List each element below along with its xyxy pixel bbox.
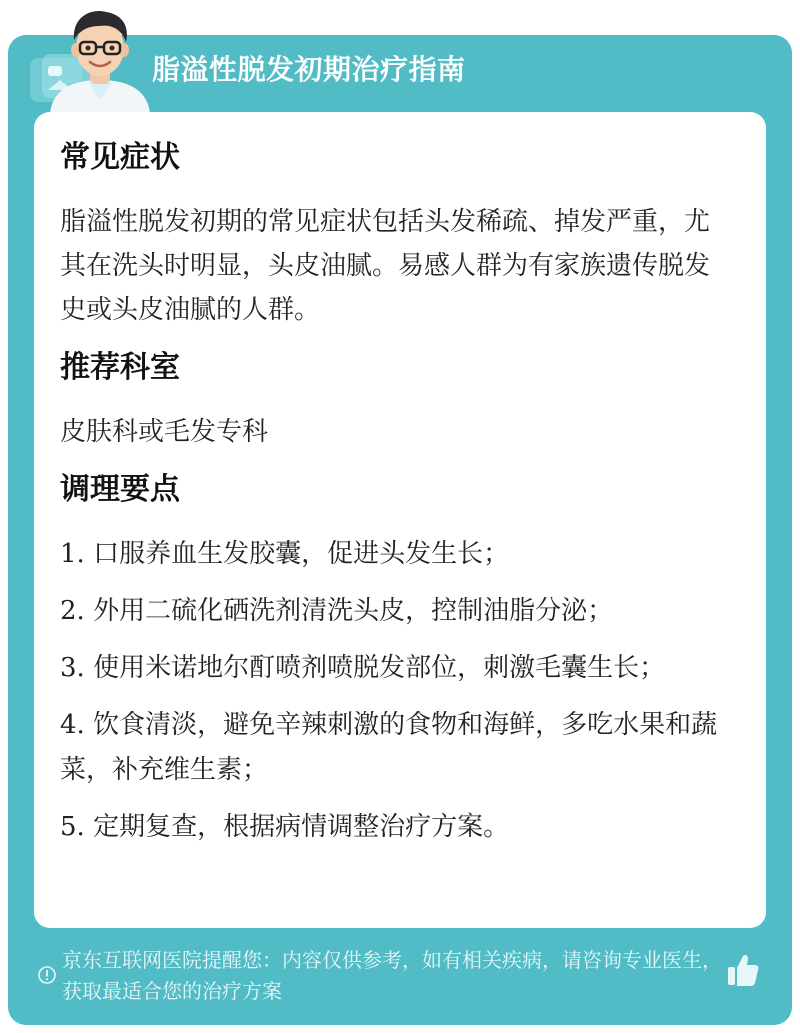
- section-heading-care: 调理要点: [60, 472, 180, 507]
- symptoms-text: 脂溢性脱发初期的常见症状包括头发稀疏、掉发严重，尤其在洗头时明显，头皮油腻。易感人群为有家族遗传脱发史或头皮油腻的人群。: [60, 207, 711, 325]
- thumbs-up-icon[interactable]: [726, 952, 760, 988]
- info-icon: [37, 965, 57, 985]
- content-panel: [34, 112, 766, 928]
- section-heading-department: 推荐科室: [60, 350, 180, 385]
- list-item: 5. 定期复查，根据病情调整治疗方案。: [60, 812, 510, 842]
- list-item: 2. 外用二硫化硒洗剂清洗头皮，控制油脂分泌；: [60, 596, 614, 626]
- list-item: 3. 使用米诺地尔酊喷剂喷脱发部位，刺激毛囊生长；: [60, 653, 666, 683]
- doctor-avatar: [42, 4, 158, 114]
- list-item: 1. 口服养血生发胶囊，促进头发生长；: [60, 539, 510, 569]
- disclaimer-text: 京东互联网医院提醒您：内容仅供参考，如有相关疾病，请咨询专业医生，获取最适合您的治疗方案: [62, 948, 722, 1003]
- list-item: 4. 饮食清淡，避免辛辣刺激的食物和海鲜，多吃水果和蔬菜，补充维生素；: [60, 710, 718, 785]
- department-text: 皮肤科或毛发专科: [60, 417, 269, 447]
- section-heading-symptoms: 常见症状: [60, 140, 180, 175]
- page-title: 脂溢性脱发初期治疗指南: [152, 53, 466, 86]
